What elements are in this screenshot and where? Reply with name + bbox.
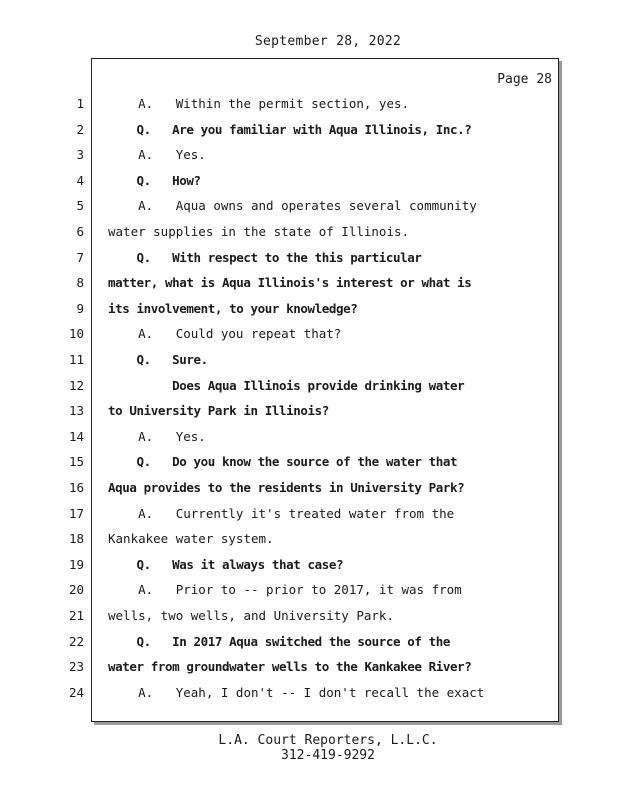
footer xyxy=(0,733,618,763)
transcript-line: Q. With respect to the this particular xyxy=(108,249,422,265)
line-number: 12 xyxy=(68,377,84,393)
transcript-line: Q. In 2017 Aqua switched the source of the xyxy=(108,633,451,649)
line-number: 10 xyxy=(68,326,84,342)
line-number: 8 xyxy=(76,275,84,291)
transcript-line: to University Park in Illinois? xyxy=(108,403,329,419)
transcript-line: Aqua provides to the residents in University Park? xyxy=(108,480,465,495)
line-number: 18 xyxy=(68,531,84,547)
line-number: 15 xyxy=(68,454,84,470)
line-number: 19 xyxy=(68,556,84,572)
transcript-line: A. Could you repeat that? xyxy=(108,326,342,342)
line-number: 20 xyxy=(68,582,84,598)
footer-company: L.A. Court Reporters, L.L.C. xyxy=(218,733,438,748)
transcript-line: wells, two wells, and University Park. xyxy=(108,608,394,623)
line-number: 3 xyxy=(76,147,84,163)
line-number: 7 xyxy=(76,249,84,265)
transcript-line: matter, what is Aqua Illinois's interest or what is xyxy=(108,275,472,291)
line-number: 17 xyxy=(68,505,84,521)
transcript-line: Q. Sure. xyxy=(108,352,208,367)
transcript-line: A. Within the permit section, yes. xyxy=(108,96,410,111)
line-number: 21 xyxy=(68,608,84,623)
transcript-line: Q. Do you know the source of the water that xyxy=(108,454,458,470)
transcript-line: water supplies in the state of Illinois. xyxy=(108,224,410,239)
transcript-line: A. Yes. xyxy=(108,428,206,444)
line-number: 16 xyxy=(68,480,84,495)
line-number: 11 xyxy=(68,352,84,367)
line-number: 14 xyxy=(68,428,84,444)
line-number: 4 xyxy=(76,172,84,188)
transcript-line: its involvement, to your knowledge? xyxy=(108,300,358,316)
line-number: 23 xyxy=(68,659,84,675)
transcript-line: A. Prior to -- prior to 2017, it was from xyxy=(108,582,462,598)
header-date: September 28, 2022 xyxy=(254,34,402,49)
page-number: Page 28 xyxy=(497,72,552,87)
line-number: 9 xyxy=(76,300,84,316)
line-number: 2 xyxy=(76,121,84,137)
line-number: 22 xyxy=(68,633,84,649)
transcript-line: water from groundwater wells to the Kankakee River? xyxy=(108,659,472,675)
transcript-line: A. Yes. xyxy=(108,147,206,163)
line-number: 24 xyxy=(68,684,84,700)
transcript-line: Q. Are you familiar with Aqua Illinois, Inc.? xyxy=(108,121,472,137)
transcript-line: Q. How? xyxy=(108,172,201,188)
transcript-line: A. Aqua owns and operates several community xyxy=(108,198,477,214)
transcript-line: Kankakee water system. xyxy=(108,531,274,547)
line-number: 13 xyxy=(68,403,84,419)
line-number: 1 xyxy=(76,96,84,111)
footer-phone: 312-419-9292 xyxy=(281,748,375,763)
transcript-line: A. Currently it's treated water from the xyxy=(108,505,455,521)
line-number: 5 xyxy=(76,198,84,214)
transcript-line: Does Aqua Illinois provide drinking water xyxy=(108,377,465,393)
transcript-line: A. Yeah, I don't -- I don't recall the exact xyxy=(108,684,485,700)
line-number: 6 xyxy=(76,224,84,239)
transcript-line: Q. Was it always that case? xyxy=(108,556,344,572)
